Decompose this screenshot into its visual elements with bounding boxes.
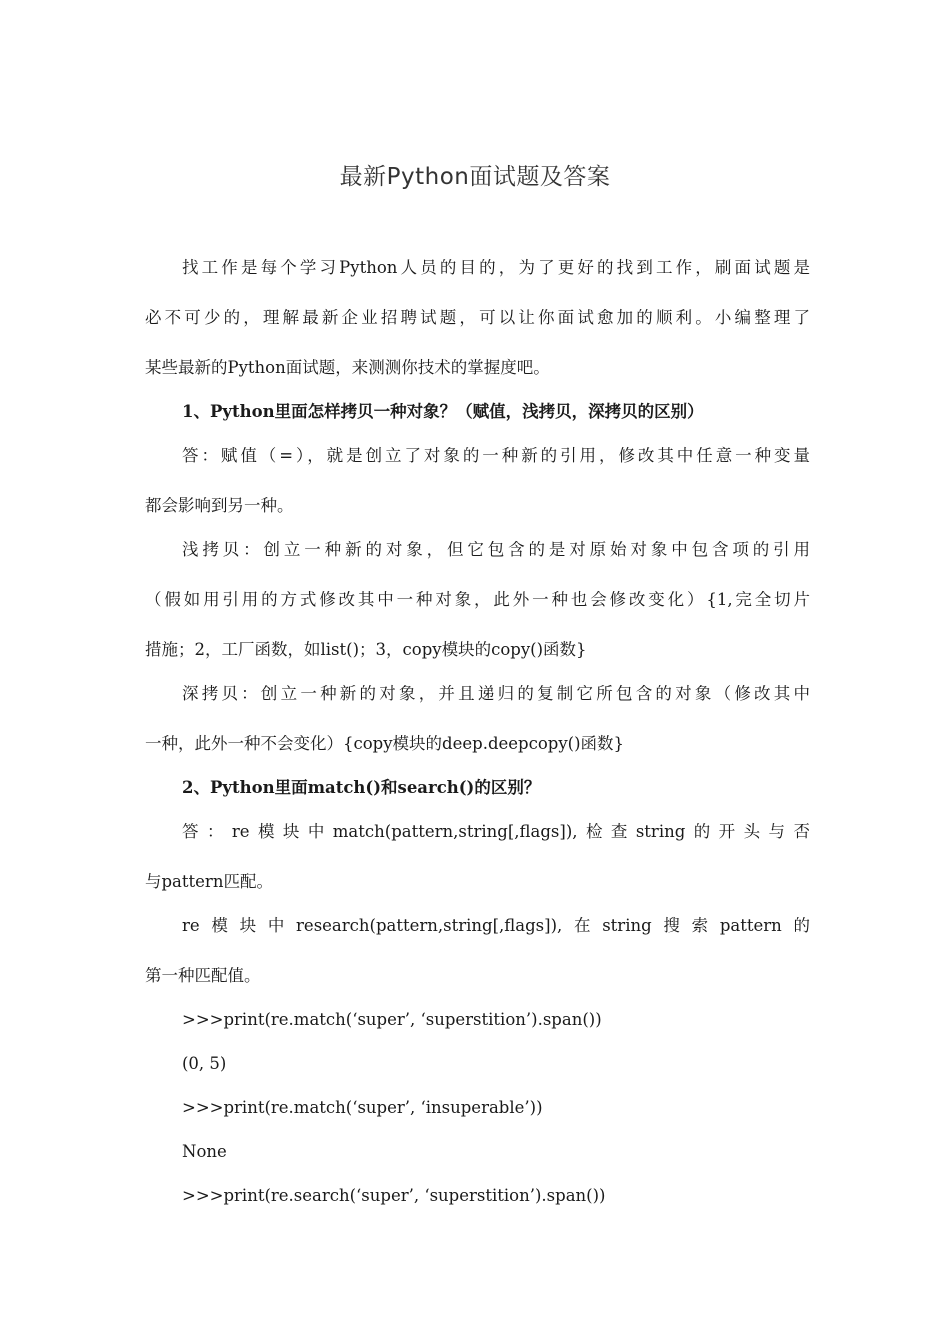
code-output-2: None — [182, 1142, 227, 1161]
shallow-copy-line-3: 措施；2，工厂函数，如list()；3，copy模块的copy()函数} — [145, 640, 587, 659]
code-line-2: >>>print(re.match(‘super’, ‘insuperable’)) — [182, 1098, 543, 1117]
deep-copy-line-1: 深拷贝：创立一种新的对象，并且递归的复制它所包含的对象（修改其中 — [182, 684, 810, 703]
answer-2-line-1: 答：re模块中match(pattern,string[,flags]),检查string的开头与否 — [182, 822, 810, 841]
code-output-1: (0, 5) — [182, 1054, 227, 1073]
document-title: 最新Python面试题及答案 — [339, 164, 611, 190]
shallow-copy-line-2: （假如用引用的方式修改其中一种对象，此外一种也会修改变化）{1,完全切片 — [145, 590, 810, 609]
answer-2-line-2: 与pattern匹配。 — [145, 872, 273, 891]
question-1-heading: 1、Python里面怎样拷贝一种对象？（赋值，浅拷贝，深拷贝的区别） — [182, 402, 704, 421]
code-line-1: >>>print(re.match(‘super’, ‘superstition’).span()) — [182, 1010, 602, 1029]
intro-paragraph-line-2: 必不可少的，理解最新企业招聘试题，可以让你面试愈加的顺利。小编整理了 — [145, 308, 810, 327]
research-line-2: 第一种匹配值。 — [145, 966, 261, 985]
code-line-3: >>>print(re.search(‘super’, ‘superstition’).span()) — [182, 1186, 606, 1205]
deep-copy-line-2: 一种，此外一种不会变化）{copy模块的deep.deepcopy()函数} — [145, 734, 625, 753]
research-line-1: re模块中research(pattern,string[,flags]),在string搜索pattern的 — [182, 916, 810, 935]
shallow-copy-line-1: 浅拷贝：创立一种新的对象，但它包含的是对原始对象中包含项的引用 — [182, 540, 810, 559]
intro-paragraph-line-3: 某些最新的Python面试题，来测测你技术的掌握度吧。 — [145, 358, 550, 377]
intro-paragraph-line-1: 找工作是每个学习Python人员的目的，为了更好的找到工作，刷面试题是 — [182, 258, 810, 277]
question-2-heading: 2、Python里面match()和search()的区别？ — [182, 778, 541, 797]
answer-1-line-1: 答：赋值（=），就是创立了对象的一种新的引用，修改其中任意一种变量 — [182, 446, 810, 465]
answer-1-line-2: 都会影响到另一种。 — [145, 496, 294, 515]
